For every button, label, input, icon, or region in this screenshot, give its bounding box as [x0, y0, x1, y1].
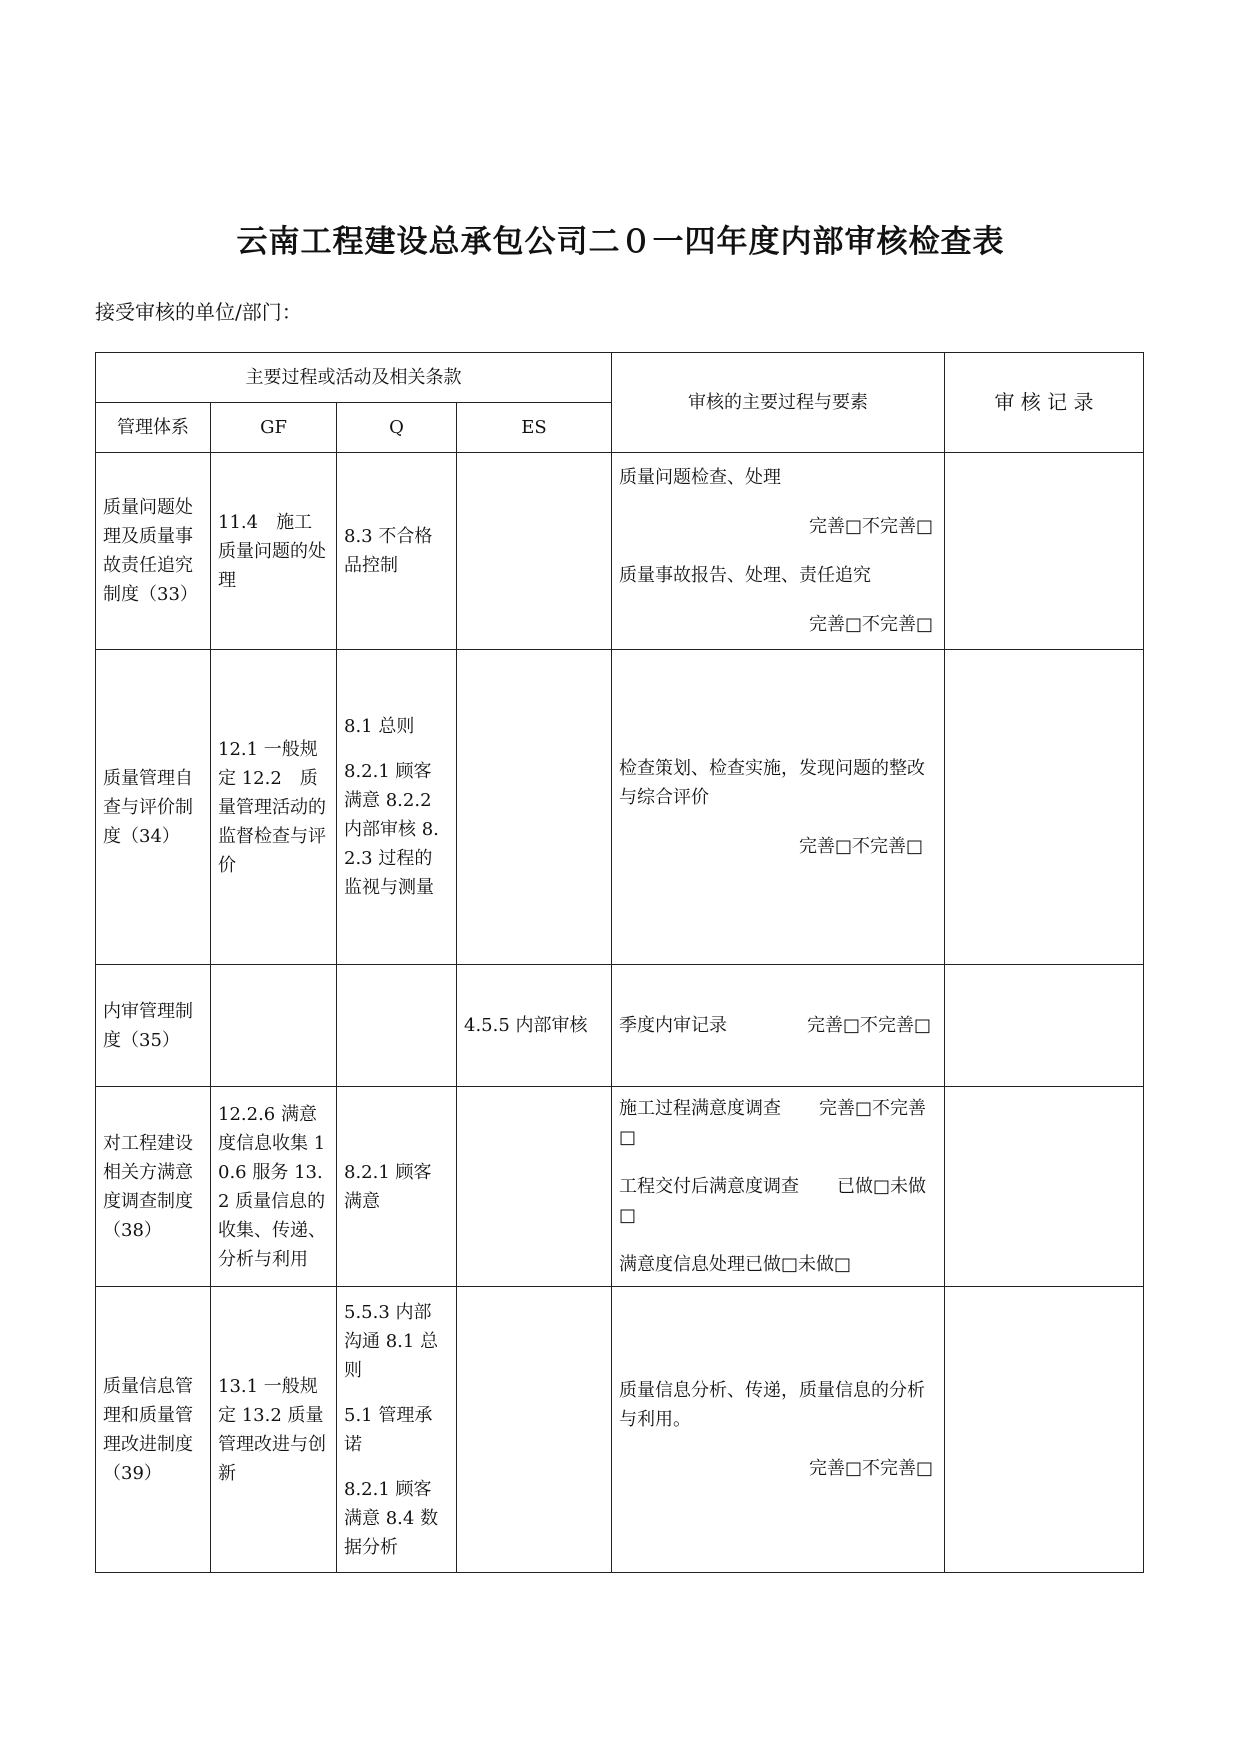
system-cell: 质量信息管理和质量管理改进制度（39）	[96, 1287, 211, 1573]
table-row	[96, 453, 1144, 650]
requirements-cell: 质量信息分析、传递，质量信息的分析与利用。 完善□不完善□	[612, 1287, 945, 1573]
header-col-gf: GF	[211, 403, 337, 453]
requirements-cell: 质量问题检查、处理 完善□不完善□ 质量事故报告、处理、责任追究 完善□不完善□	[612, 453, 945, 650]
header-col-q: Q	[337, 403, 457, 453]
requirements-cell: 施工过程满意度调查 完善□不完善□ 工程交付后满意度调查 已做□未做□ 满意度信息处理已做□未做□	[612, 1087, 945, 1287]
header-col-es: ES	[457, 403, 612, 453]
requirements-cell: 季度内审记录 完善□不完善□	[612, 965, 945, 1087]
gf-cell: 13.1 一般规定 13.2 质量管理改进与创新	[211, 1287, 337, 1573]
requirements-cell: 检查策划、检查实施，发现问题的整改与综合评价 完善□不完善□	[612, 650, 945, 965]
audit-checklist-table	[95, 352, 1144, 1573]
q-cell: 5.5.3 内部沟通 8.1 总则 5.1 管理承诺 8.2.1 顾客满意 8.4 数据分析	[337, 1287, 457, 1573]
system-cell: 质量管理自查与评价制度（34）	[96, 650, 211, 965]
gf-cell: 12.2.6 满意度信息收集 10.6 服务 13.2 质量信息的收集、传递、分析与利用	[211, 1087, 337, 1287]
es-cell	[457, 650, 612, 965]
gf-cell: 12.1 一般规定 12.2 质量管理活动的监督检查与评价	[211, 650, 337, 965]
table-row	[96, 1087, 1144, 1287]
system-cell: 质量问题处理及质量事故责任追究制度（33）	[96, 453, 211, 650]
system-cell: 内审管理制度（35）	[96, 965, 211, 1087]
table-row	[96, 650, 1144, 965]
gf-cell	[211, 965, 337, 1087]
system-cell: 对工程建设相关方满意度调查制度（38）	[96, 1087, 211, 1287]
header-main-process: 主要过程或活动及相关条款	[96, 353, 612, 403]
audit-record-cell[interactable]	[945, 453, 1144, 650]
audit-record-cell[interactable]	[945, 1287, 1144, 1573]
q-cell: 8.3 不合格品控制	[337, 453, 457, 650]
header-row-1	[96, 353, 1144, 403]
audit-record-cell[interactable]	[945, 650, 1144, 965]
q-cell	[337, 965, 457, 1087]
es-cell	[457, 1287, 612, 1573]
audit-record-cell[interactable]	[945, 1087, 1144, 1287]
es-cell	[457, 453, 612, 650]
audit-record-cell[interactable]	[945, 965, 1144, 1087]
es-cell: 4.5.5 内部审核	[457, 965, 612, 1087]
q-cell: 8.1 总则 8.2.1 顾客满意 8.2.2 内部审核 8.2.3 过程的监视与测量	[337, 650, 457, 965]
gf-cell: 11.4 施工质量问题的处理	[211, 453, 337, 650]
table-row	[96, 965, 1144, 1087]
table-row	[96, 1287, 1144, 1573]
header-col-system: 管理体系	[96, 403, 211, 453]
header-audit-elements: 审核的主要过程与要素	[612, 353, 945, 453]
header-audit-record: 审 核 记 录	[945, 353, 1144, 453]
q-cell: 8.2.1 顾客满意	[337, 1087, 457, 1287]
es-cell	[457, 1087, 612, 1287]
department-label: 接受审核的单位/部门：	[95, 300, 302, 324]
page-title: 云南工程建设总承包公司二０一四年度内部审核检查表	[236, 224, 1005, 260]
